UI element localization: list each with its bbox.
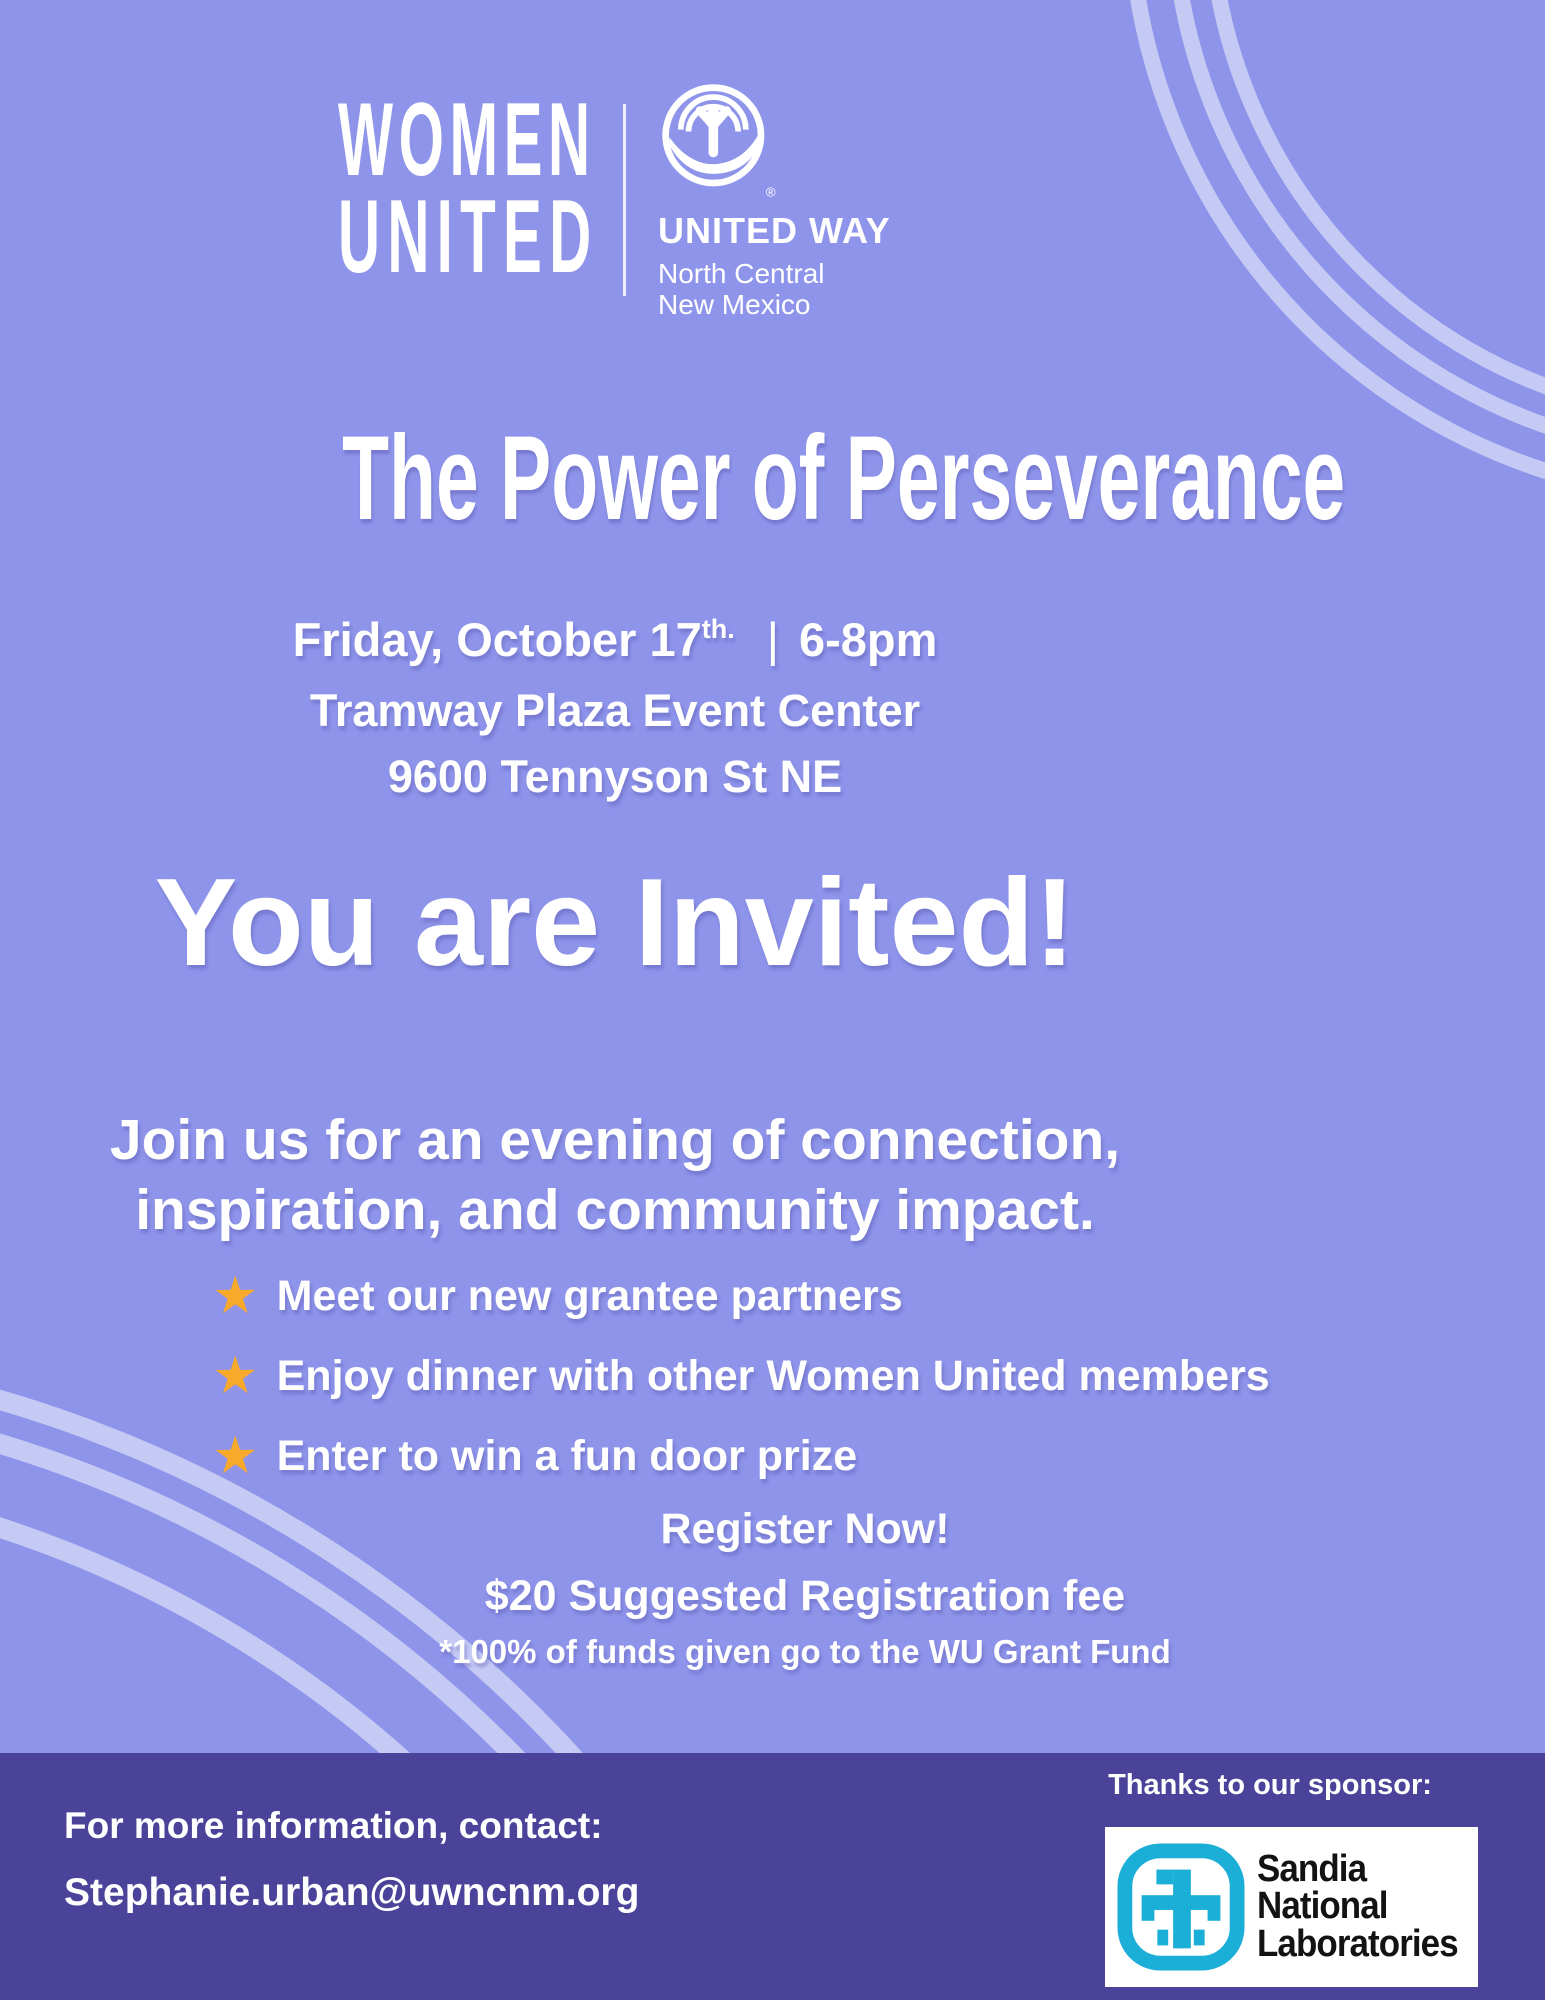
event-date-ordinal: th. <box>701 614 735 644</box>
highlight-text: Enjoy dinner with other Women United members <box>276 1351 1270 1400</box>
united-way-lockup <box>658 80 918 321</box>
women-united-word-women: WOMEN <box>338 82 596 198</box>
star-icon: ★ <box>212 1267 259 1325</box>
register-fee: $20 Suggested Registration fee <box>484 1572 1126 1620</box>
united-way-region <box>658 258 918 321</box>
highlights-list <box>212 1268 1270 1508</box>
register-note: *100% of funds given go to the WU Grant Fund <box>439 1633 1171 1670</box>
united-way-region-line2: New Mexico <box>658 289 811 321</box>
sandia-thunderbird-icon <box>1117 1843 1245 1971</box>
event-venue: Tramway Plaza Event Center <box>309 685 921 736</box>
star-icon: ★ <box>212 1427 259 1485</box>
sponsor-name-line2: National <box>1257 1885 1388 1928</box>
event-address: 9600 Tennyson St NE <box>387 751 843 802</box>
list-item <box>212 1268 1270 1324</box>
sponsor-logo-box <box>1105 1827 1478 1987</box>
contact-label: For more information, contact: <box>64 1805 603 1846</box>
highlight-text: Meet our new grantee partners <box>276 1271 903 1320</box>
invite-description-line2: inspiration, and community impact. <box>135 1177 1095 1242</box>
invite-description-line1: Join us for an evening of connection, <box>109 1108 1121 1172</box>
united-way-logo-icon <box>658 80 782 204</box>
star-icon: ★ <box>212 1347 259 1405</box>
invite-description <box>55 1106 1175 1245</box>
women-united-word-united: UNITED <box>338 178 599 295</box>
registered-trademark: ® <box>765 184 776 200</box>
invite-headline: You are Invited! <box>154 854 1076 992</box>
registration-section <box>350 1505 1260 1671</box>
datetime-separator: | <box>766 613 779 666</box>
event-time: 6-8pm <box>799 613 938 666</box>
event-datetime <box>55 612 1175 667</box>
list-item <box>212 1428 1270 1484</box>
sponsor-name-line3: Laboratories <box>1257 1922 1458 1965</box>
event-details <box>55 612 1175 803</box>
sponsor-name-line1: Sandia <box>1257 1848 1367 1891</box>
contact-email-link[interactable]: Stephanie.urban@uwncnm.org <box>64 1871 640 1914</box>
footer-band <box>0 1753 1545 2000</box>
contact-block <box>64 1805 639 1915</box>
register-cta: Register Now! <box>660 1505 950 1553</box>
sponsor-label: Thanks to our sponsor: <box>1108 1769 1432 1801</box>
flyer-title: The Power of Perseverance <box>342 411 1346 545</box>
highlight-text: Enter to win a fun door prize <box>276 1431 858 1480</box>
event-date: Friday, October 17 <box>292 613 702 666</box>
united-way-name: UNITED WAY <box>658 210 891 251</box>
list-item <box>212 1348 1270 1404</box>
header-divider <box>623 104 626 296</box>
united-way-region-line1: North Central <box>658 258 825 289</box>
sponsor-name <box>1257 1848 1458 1965</box>
